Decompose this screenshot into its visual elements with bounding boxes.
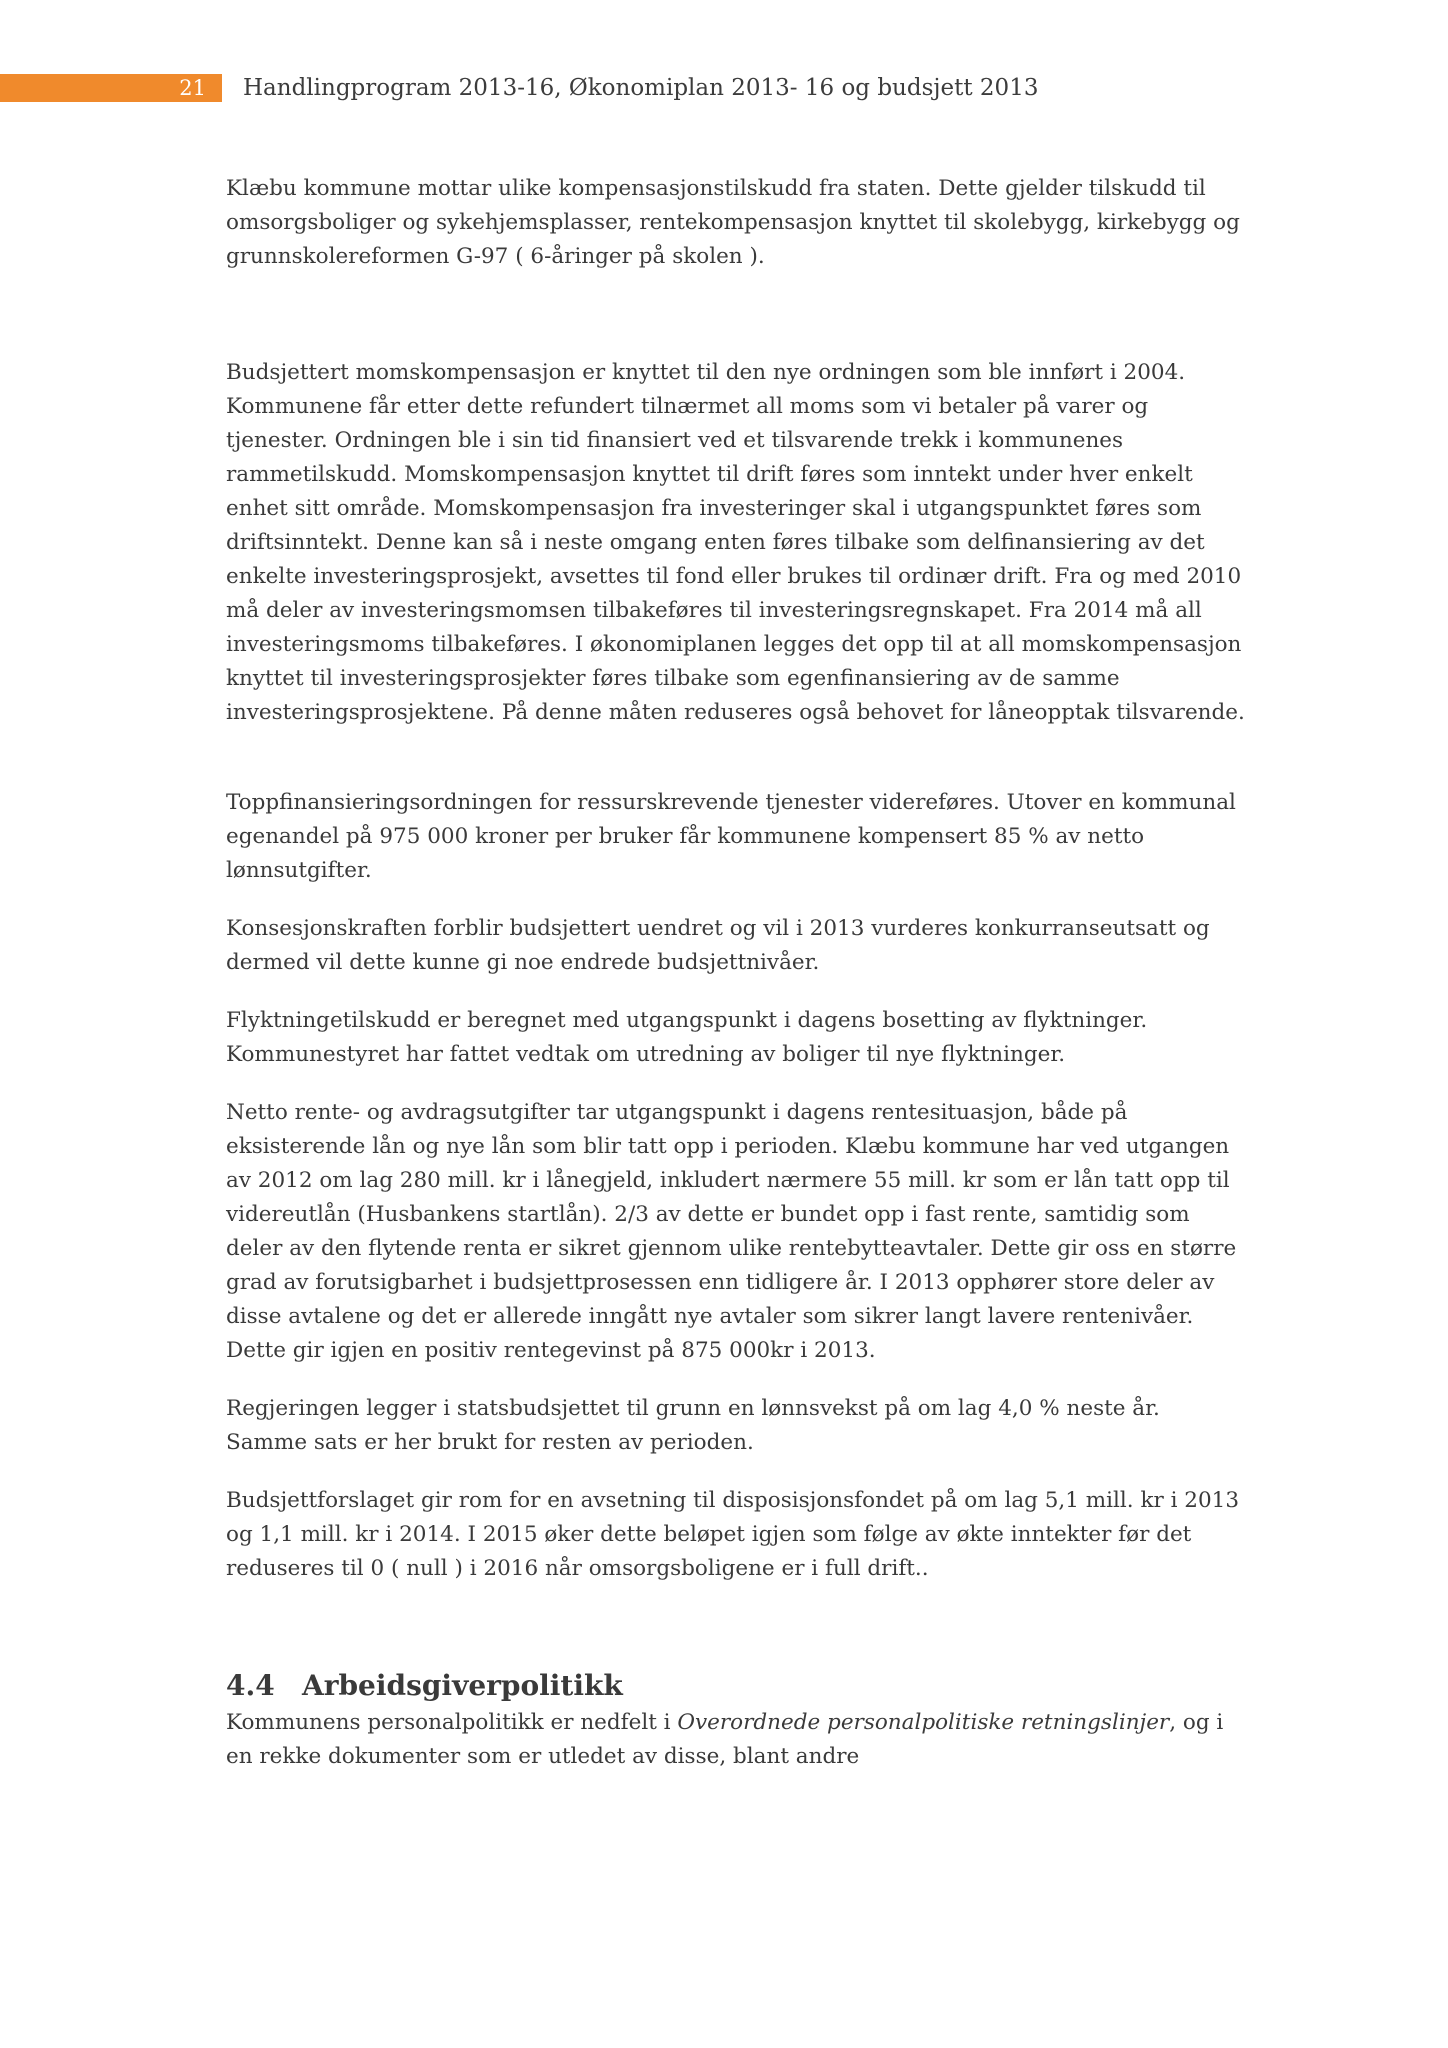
section-number: 4.4: [226, 1669, 275, 1702]
section-intro-document-title: Overordnede personalpolitiske retningslinjer: [677, 1710, 1170, 1735]
paragraph-lonnsvekst: Regjeringen legger i statsbudsjettet til grunn en lønnsvekst på om lag 4,0 % neste år. Samme sats er her brukt for resten av perioden.: [226, 1396, 1160, 1455]
section-heading: [226, 1666, 1246, 1706]
page-number: 21: [179, 76, 206, 100]
paragraph-kompensasjonstilskudd: Klæbu kommune mottar ulike kompensasjonstilskudd fra staten. Dette gjelder tilskudd til omsorgsboliger og sykehjemsplasser, rentekompensasjon knyttet til skolebygg, kirkebygg og grunnskolereformen G-97 ( 6-åringer på skolen ).: [226, 176, 1240, 269]
running-header-title: Handlingprogram 2013-16, Økonomiplan 2013- 16 og budsjett 2013: [243, 75, 1039, 101]
page-body: [226, 172, 1246, 1774]
section-intro-text: Kommunens personalpolitikk er nedfelt i: [226, 1710, 678, 1735]
paragraph-toppfinansiering: Toppfinansieringsordningen for ressurskrevende tjenester videreføres. Utover en kommunal egenandel på 975 000 kroner per bruker får kommunene kompensert 85 % av netto lønnsutgifter.: [226, 790, 1236, 883]
paragraph-flyktningetilskudd: Flyktningetilskudd er beregnet med utgangspunkt i dagens bosetting av flyktninger. Kommunestyret har fattet vedtak om utredning av boliger til nye flyktninger.: [226, 1008, 1148, 1067]
paragraph-disposisjonsfond: Budsjettforslaget gir rom for en avsetning til disposisjonsfondet på om lag 5,1 mill. kr i 2013 og 1,1 mill. kr i 2014. I 2015 øker dette beløpet igjen som følge av økte inntekter før det reduseres til 0 ( null ) i 2016 når omsorgsboligene er i full drift..: [226, 1488, 1240, 1581]
page-number-bar: [0, 74, 222, 102]
section-intro-paragraph: [226, 1706, 1246, 1774]
paragraph-momskompensasjon: Budsjettert momskompensasjon er knyttet til den nye ordningen som ble innført i 2004. Kommunene får etter dette refundert tilnærmet all moms som vi betaler på varer og tjenester. Ordningen ble i sin tid finansiert ved et tilsvarende trekk i kommunenes rammetilskudd. Momskompensasjon knyttet til drift føres som inntekt under hver enkelt enhet sitt område. Momskompensasjon fra investeringer skal i utgangspunktet føres som driftsinntekt. Denne kan så i neste omgang enten føres tilbake som delfinansiering av det enkelte investeringsprosjekt, avsettes til fond eller brukes til ordinær drift. Fra og med 2010 må deler av investeringsmomsen tilbakeføres til investeringsregnskapet. Fra 2014 må all investeringsmoms tilbakeføres. I økonomiplanen legges det opp til at all momskompensasjon knyttet til investeringsprosjekter føres tilbake som egenfinansiering av de samme investeringsprosjektene. På denne måten reduseres også behovet for låneopptak tilsvarende.: [226, 360, 1245, 725]
paragraph-konsesjonskraft: Konsesjonskraften forblir budsjettert uendret og vil i 2013 vurderes konkurranseutsatt og dermed vil dette kunne gi noe endrede budsjettnivåer.: [226, 916, 1210, 975]
section-title: Arbeidsgiverpolitikk: [302, 1669, 623, 1702]
section-intro-text-end: , og i en rekke dokumenter som er utledet av disse, blant andre: [226, 1710, 1224, 1769]
paragraph-renteutgifter: Netto rente- og avdragsutgifter tar utgangspunkt i dagens rentesituasjon, både på eksisterende lån og nye lån som blir tatt opp i perioden. Klæbu kommune har ved utgangen av 2012 om lag 280 mill. kr i lånegjeld, inkludert nærmere 55 mill. kr som er lån tatt opp til videreutlån (Husbankens startlån). 2/3 av dette er bundet opp i fast rente, samtidig som deler av den flytende renta er sikret gjennom ulike rentebytteavtaler. Dette gir oss en større grad av forutsigbarhet i budsjettprosessen enn tidligere år. I 2013 opphører store deler av disse avtalene og det er allerede inngått nye avtaler som sikrer langt lavere rentenivåer. Dette gir igjen en positiv rentegevinst på 875 000kr i 2013.: [226, 1100, 1237, 1363]
